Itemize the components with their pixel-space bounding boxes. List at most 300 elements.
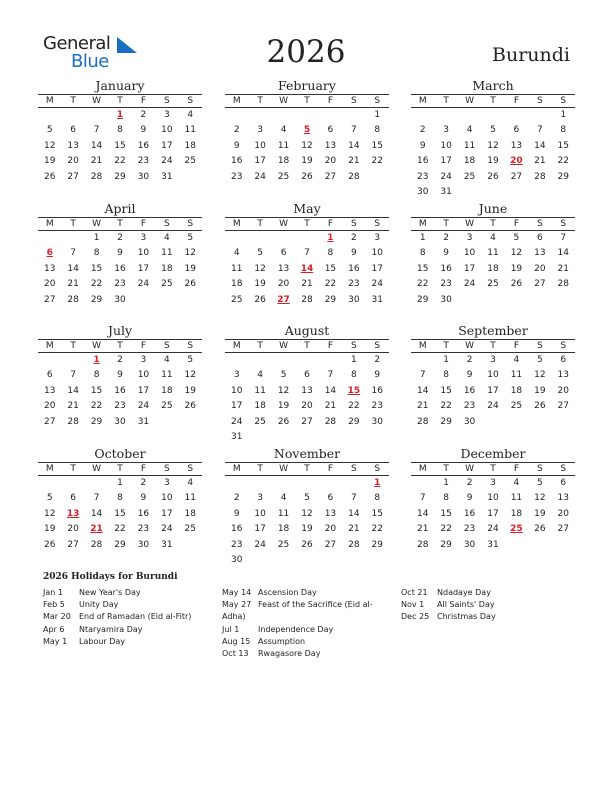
holiday-day-cell: 1 xyxy=(93,355,100,365)
day-cell: 20 xyxy=(534,263,546,274)
day-cell: 19 xyxy=(277,401,290,412)
month-july xyxy=(38,323,202,430)
day-cell: 1 xyxy=(374,110,381,120)
day-cell: 12 xyxy=(487,140,499,151)
day-cell: 5 xyxy=(490,125,496,136)
day-cell: 13 xyxy=(324,140,337,151)
weekday-label: W xyxy=(92,219,102,229)
day-cell: 17 xyxy=(440,156,452,167)
empty-day-cell xyxy=(38,353,61,368)
day-cell: 23 xyxy=(371,401,383,412)
day-cell: 9 xyxy=(233,508,240,519)
day-cell: 26 xyxy=(510,279,523,290)
day-cell: 9 xyxy=(443,248,449,259)
day-cell: 4 xyxy=(280,493,287,504)
day-cell: 6 xyxy=(560,355,567,365)
weekday-label: T xyxy=(443,219,449,229)
day-cell: 25 xyxy=(161,279,173,290)
day-cell: 18 xyxy=(184,508,196,519)
day-cell: 28 xyxy=(90,171,103,182)
day-cell: 28 xyxy=(416,416,429,427)
weekday-header-row xyxy=(38,217,202,231)
day-grid xyxy=(411,231,575,308)
day-cell: 2 xyxy=(350,233,357,243)
holiday-name: Feast of the Sacrifice (Eid al- xyxy=(258,600,373,610)
weekday-label: S xyxy=(350,464,357,474)
weekday-label: M xyxy=(232,341,241,351)
weekday-label: T xyxy=(443,96,449,106)
day-cell: 14 xyxy=(348,508,360,519)
month-name: March xyxy=(472,78,514,93)
day-cell: 11 xyxy=(463,140,476,151)
holiday-entry xyxy=(43,624,213,636)
day-cell: 24 xyxy=(230,416,243,427)
day-cell: 31 xyxy=(487,539,499,550)
holiday-column-1 xyxy=(43,587,213,648)
day-cell: 26 xyxy=(301,539,313,550)
empty-day-cell xyxy=(319,353,342,368)
day-cell: 19 xyxy=(254,279,266,290)
month-november xyxy=(225,446,389,568)
holiday-name xyxy=(258,611,392,623)
month-name: December xyxy=(460,446,526,461)
day-cell: 21 xyxy=(301,279,313,290)
empty-day-cell xyxy=(295,353,318,368)
empty-day-cell xyxy=(342,476,365,491)
weekday-label: S xyxy=(187,464,194,474)
day-cell: 14 xyxy=(67,263,79,274)
holiday-day-cell: 15 xyxy=(347,385,361,396)
day-cell: 16 xyxy=(416,156,429,167)
day-cell: 24 xyxy=(487,524,499,535)
holiday-date: Jan 1 xyxy=(43,588,63,597)
holiday-date: Adha) xyxy=(222,612,246,622)
empty-day-cell xyxy=(295,108,318,123)
day-cell: 29 xyxy=(90,416,103,427)
weekday-label: S xyxy=(163,219,170,229)
day-cell: 3 xyxy=(257,125,263,136)
holiday-entry xyxy=(222,599,392,611)
day-cell: 5 xyxy=(187,355,194,365)
day-cell: 4 xyxy=(257,370,263,381)
holiday-name: Assumption xyxy=(258,636,306,646)
weekday-header-row xyxy=(225,94,389,108)
weekday-label: S xyxy=(536,219,543,229)
weekday-label: T xyxy=(117,219,123,229)
weekday-label: T xyxy=(304,341,310,351)
day-cell: 16 xyxy=(114,263,126,274)
day-cell: 17 xyxy=(371,263,383,274)
month-name: May xyxy=(293,201,321,216)
day-cell: 30 xyxy=(137,539,150,550)
weekday-header-row xyxy=(411,462,575,476)
day-cell: 15 xyxy=(114,508,126,519)
day-cell: 22 xyxy=(114,524,126,535)
day-cell: 13 xyxy=(510,140,523,151)
month-april xyxy=(38,201,202,308)
day-cell: 8 xyxy=(443,370,449,381)
day-cell: 23 xyxy=(463,524,476,535)
day-cell: 13 xyxy=(557,370,569,381)
day-cell: 29 xyxy=(90,294,103,305)
weekday-label: M xyxy=(418,341,427,351)
day-cell: 17 xyxy=(230,401,243,412)
day-cell: 5 xyxy=(280,370,287,381)
day-cell: 23 xyxy=(137,524,150,535)
holiday-day-cell: 14 xyxy=(300,263,314,274)
day-cell: 23 xyxy=(348,279,360,290)
day-cell: 5 xyxy=(536,478,543,488)
day-cell: 26 xyxy=(277,416,290,427)
weekday-label: S xyxy=(163,96,170,106)
empty-day-cell xyxy=(272,476,295,491)
empty-day-cell xyxy=(272,353,295,368)
day-cell: 29 xyxy=(440,539,452,550)
weekday-label: M xyxy=(45,464,54,474)
holiday-entry xyxy=(43,611,213,623)
weekday-label: T xyxy=(257,464,263,474)
empty-day-cell xyxy=(248,476,271,491)
day-cell: 31 xyxy=(440,186,452,197)
day-cell: 7 xyxy=(536,125,543,136)
day-cell: 10 xyxy=(371,248,383,259)
weekday-label: T xyxy=(117,341,123,351)
day-cell: 29 xyxy=(114,539,126,550)
day-cell: 19 xyxy=(184,385,196,396)
day-cell: 20 xyxy=(43,401,56,412)
weekday-label: W xyxy=(465,219,475,229)
day-cell: 12 xyxy=(301,508,313,519)
day-cell: 6 xyxy=(70,125,76,136)
holiday-name: Labour Day xyxy=(79,636,126,646)
empty-day-cell xyxy=(85,476,108,491)
day-cell: 5 xyxy=(513,233,520,243)
day-cell: 27 xyxy=(67,171,79,182)
holiday-entry xyxy=(222,611,392,623)
weekday-label: T xyxy=(490,341,496,351)
day-cell: 21 xyxy=(348,156,360,167)
weekday-label: W xyxy=(92,464,102,474)
holiday-column-3 xyxy=(401,587,571,624)
day-cell: 5 xyxy=(46,125,53,136)
month-name: February xyxy=(278,78,336,93)
day-cell: 12 xyxy=(277,385,290,396)
weekday-label: T xyxy=(443,341,449,351)
day-cell: 2 xyxy=(233,125,240,136)
holiday-day-cell: 6 xyxy=(46,248,53,259)
day-cell: 7 xyxy=(350,493,357,504)
day-cell: 10 xyxy=(161,125,173,136)
month-name: January xyxy=(95,78,145,93)
empty-day-cell xyxy=(458,108,481,123)
day-cell: 27 xyxy=(510,171,523,182)
day-cell: 23 xyxy=(114,279,126,290)
day-cell: 15 xyxy=(440,385,452,396)
day-cell: 9 xyxy=(419,140,426,151)
day-cell: 4 xyxy=(490,233,496,243)
day-cell: 26 xyxy=(534,401,546,412)
weekday-label: W xyxy=(279,341,289,351)
weekday-label: W xyxy=(279,464,289,474)
weekday-label: F xyxy=(327,341,334,351)
day-cell: 2 xyxy=(117,233,123,243)
holiday-entry xyxy=(43,599,213,611)
day-cell: 11 xyxy=(184,125,196,136)
weekday-label: F xyxy=(140,96,147,106)
empty-day-cell xyxy=(319,108,342,123)
day-cell: 31 xyxy=(371,294,383,305)
day-cell: 3 xyxy=(140,233,147,243)
day-cell: 23 xyxy=(463,401,476,412)
empty-day-cell xyxy=(61,231,84,246)
day-cell: 27 xyxy=(67,539,79,550)
day-cell: 31 xyxy=(161,171,173,182)
holiday-date: Oct 13 xyxy=(222,649,249,659)
day-cell: 15 xyxy=(90,385,103,396)
empty-day-cell xyxy=(411,476,434,491)
weekday-label: S xyxy=(187,341,194,351)
day-cell: 3 xyxy=(490,355,496,365)
day-cell: 22 xyxy=(371,524,383,535)
logo-text-blue: Blue xyxy=(71,51,109,72)
holiday-entry xyxy=(401,587,571,599)
weekday-header-row xyxy=(225,217,389,231)
day-cell: 14 xyxy=(416,385,429,396)
day-cell: 11 xyxy=(161,370,173,381)
day-cell: 7 xyxy=(419,370,426,381)
day-cell: 14 xyxy=(90,140,103,151)
day-cell: 9 xyxy=(466,493,473,504)
weekday-header-row xyxy=(38,94,202,108)
day-cell: 22 xyxy=(114,156,126,167)
weekday-label: T xyxy=(304,464,310,474)
day-cell: 17 xyxy=(487,508,499,519)
day-cell: 5 xyxy=(257,248,263,259)
day-cell: 19 xyxy=(534,385,546,396)
day-cell: 8 xyxy=(443,493,449,504)
day-cell: 13 xyxy=(277,263,290,274)
day-cell: 27 xyxy=(534,279,546,290)
month-name: August xyxy=(284,323,330,338)
holiday-entry xyxy=(401,599,571,611)
weekday-header-row xyxy=(225,462,389,476)
day-cell: 16 xyxy=(348,263,360,274)
day-grid xyxy=(38,476,202,553)
day-cell: 16 xyxy=(463,508,476,519)
weekday-label: W xyxy=(92,96,102,106)
day-cell: 7 xyxy=(419,493,426,504)
day-cell: 15 xyxy=(440,508,452,519)
day-cell: 14 xyxy=(534,140,546,151)
weekday-label: T xyxy=(304,96,310,106)
day-grid xyxy=(225,108,389,185)
holiday-name: Independence Day xyxy=(258,624,334,634)
day-cell: 19 xyxy=(301,524,313,535)
day-cell: 20 xyxy=(324,156,337,167)
holiday-name: End of Ramadan (Eid al-Fitr) xyxy=(79,612,192,622)
holiday-entry xyxy=(43,587,213,599)
day-cell: 23 xyxy=(137,156,150,167)
weekday-label: F xyxy=(513,341,520,351)
day-cell: 26 xyxy=(487,171,499,182)
day-cell: 4 xyxy=(280,125,287,136)
day-cell: 19 xyxy=(534,508,546,519)
day-cell: 21 xyxy=(348,524,360,535)
holiday-day-cell: 27 xyxy=(277,294,290,305)
holiday-list xyxy=(43,572,583,659)
day-cell: 10 xyxy=(137,248,150,259)
holiday-day-cell: 13 xyxy=(66,508,80,519)
day-cell: 18 xyxy=(510,385,523,396)
day-cell: 1 xyxy=(443,478,449,488)
month-name: October xyxy=(94,446,146,461)
day-cell: 24 xyxy=(137,279,150,290)
month-october xyxy=(38,446,202,553)
day-cell: 11 xyxy=(510,370,523,381)
day-grid xyxy=(225,231,389,308)
holiday-date: Apr 6 xyxy=(43,624,65,634)
day-cell: 22 xyxy=(371,156,383,167)
day-cell: 12 xyxy=(184,370,196,381)
day-cell: 21 xyxy=(90,156,103,167)
weekday-label: T xyxy=(117,464,123,474)
day-cell: 18 xyxy=(254,401,266,412)
day-cell: 20 xyxy=(43,279,56,290)
day-cell: 28 xyxy=(348,539,360,550)
weekday-label: F xyxy=(140,464,147,474)
weekday-label: T xyxy=(70,96,76,106)
day-cell: 18 xyxy=(161,263,173,274)
day-cell: 2 xyxy=(419,125,426,136)
day-cell: 4 xyxy=(233,248,240,259)
weekday-header-row xyxy=(38,339,202,353)
day-cell: 11 xyxy=(277,508,290,519)
day-cell: 4 xyxy=(187,478,194,488)
day-cell: 15 xyxy=(371,508,383,519)
day-cell: 19 xyxy=(487,156,499,167)
weekday-label: F xyxy=(327,464,334,474)
weekday-label: F xyxy=(327,219,334,229)
day-cell: 3 xyxy=(163,110,170,120)
day-cell: 30 xyxy=(463,539,476,550)
weekday-label: M xyxy=(418,219,427,229)
day-grid xyxy=(411,108,575,200)
day-cell: 29 xyxy=(114,171,126,182)
day-cell: 12 xyxy=(534,493,546,504)
day-cell: 5 xyxy=(46,493,53,504)
day-cell: 13 xyxy=(324,508,337,519)
weekday-label: S xyxy=(560,464,567,474)
day-cell: 24 xyxy=(161,156,173,167)
day-cell: 4 xyxy=(187,110,194,120)
day-cell: 16 xyxy=(230,156,243,167)
weekday-label: S xyxy=(560,341,567,351)
day-cell: 7 xyxy=(70,370,76,381)
day-cell: 24 xyxy=(137,401,150,412)
empty-day-cell xyxy=(434,108,457,123)
empty-day-cell xyxy=(505,108,528,123)
day-cell: 24 xyxy=(371,279,383,290)
month-name: April xyxy=(104,201,136,216)
weekday-label: T xyxy=(490,219,496,229)
day-grid xyxy=(38,108,202,185)
holiday-name: Ndadaye Day xyxy=(437,588,491,597)
day-cell: 18 xyxy=(463,156,476,167)
day-cell: 21 xyxy=(557,263,569,274)
weekday-label: W xyxy=(279,96,289,106)
weekday-label: T xyxy=(443,464,449,474)
day-cell: 6 xyxy=(46,370,53,381)
weekday-label: S xyxy=(187,96,194,106)
day-cell: 12 xyxy=(510,248,523,259)
empty-day-cell xyxy=(248,353,271,368)
day-cell: 1 xyxy=(117,478,123,488)
empty-day-cell xyxy=(295,231,318,246)
weekday-label: F xyxy=(513,96,520,106)
weekday-label: W xyxy=(465,341,475,351)
empty-day-cell xyxy=(272,108,295,123)
weekday-label: M xyxy=(418,96,427,106)
day-cell: 3 xyxy=(374,233,381,243)
weekday-label: M xyxy=(232,219,241,229)
day-cell: 1 xyxy=(93,233,100,243)
month-january xyxy=(38,78,202,185)
day-cell: 28 xyxy=(67,294,79,305)
empty-day-cell xyxy=(61,353,84,368)
day-cell: 14 xyxy=(90,508,103,519)
day-cell: 14 xyxy=(67,385,79,396)
holiday-entry xyxy=(43,636,213,648)
holiday-list-title: 2026 Holidays for Burundi xyxy=(43,572,178,582)
empty-day-cell xyxy=(225,353,248,368)
day-cell: 30 xyxy=(440,294,452,305)
day-cell: 6 xyxy=(280,248,287,259)
day-cell: 14 xyxy=(324,385,337,396)
day-cell: 21 xyxy=(67,401,79,412)
month-february xyxy=(225,78,389,185)
day-cell: 8 xyxy=(117,125,123,136)
month-march xyxy=(411,78,575,200)
weekday-label: S xyxy=(350,341,357,351)
empty-day-cell xyxy=(528,108,551,123)
day-cell: 9 xyxy=(350,248,357,259)
weekday-label: F xyxy=(140,219,147,229)
day-cell: 21 xyxy=(324,401,337,412)
day-cell: 25 xyxy=(161,401,173,412)
day-grid xyxy=(225,476,389,568)
day-cell: 30 xyxy=(230,554,243,565)
day-cell: 7 xyxy=(350,125,357,136)
day-grid xyxy=(411,353,575,430)
day-cell: 2 xyxy=(443,233,449,243)
day-cell: 11 xyxy=(230,263,243,274)
weekday-label: S xyxy=(374,464,381,474)
day-cell: 14 xyxy=(416,508,429,519)
weekday-label: S xyxy=(560,219,567,229)
day-cell: 13 xyxy=(43,385,56,396)
day-cell: 27 xyxy=(557,524,569,535)
weekday-header-row xyxy=(411,217,575,231)
day-cell: 9 xyxy=(374,370,381,381)
weekday-label: S xyxy=(536,341,543,351)
weekday-label: M xyxy=(232,464,241,474)
holiday-day-cell: 21 xyxy=(90,524,103,535)
day-cell: 15 xyxy=(371,140,383,151)
weekday-label: T xyxy=(257,219,263,229)
day-cell: 15 xyxy=(90,263,103,274)
day-cell: 8 xyxy=(374,125,381,136)
day-cell: 29 xyxy=(557,171,569,182)
